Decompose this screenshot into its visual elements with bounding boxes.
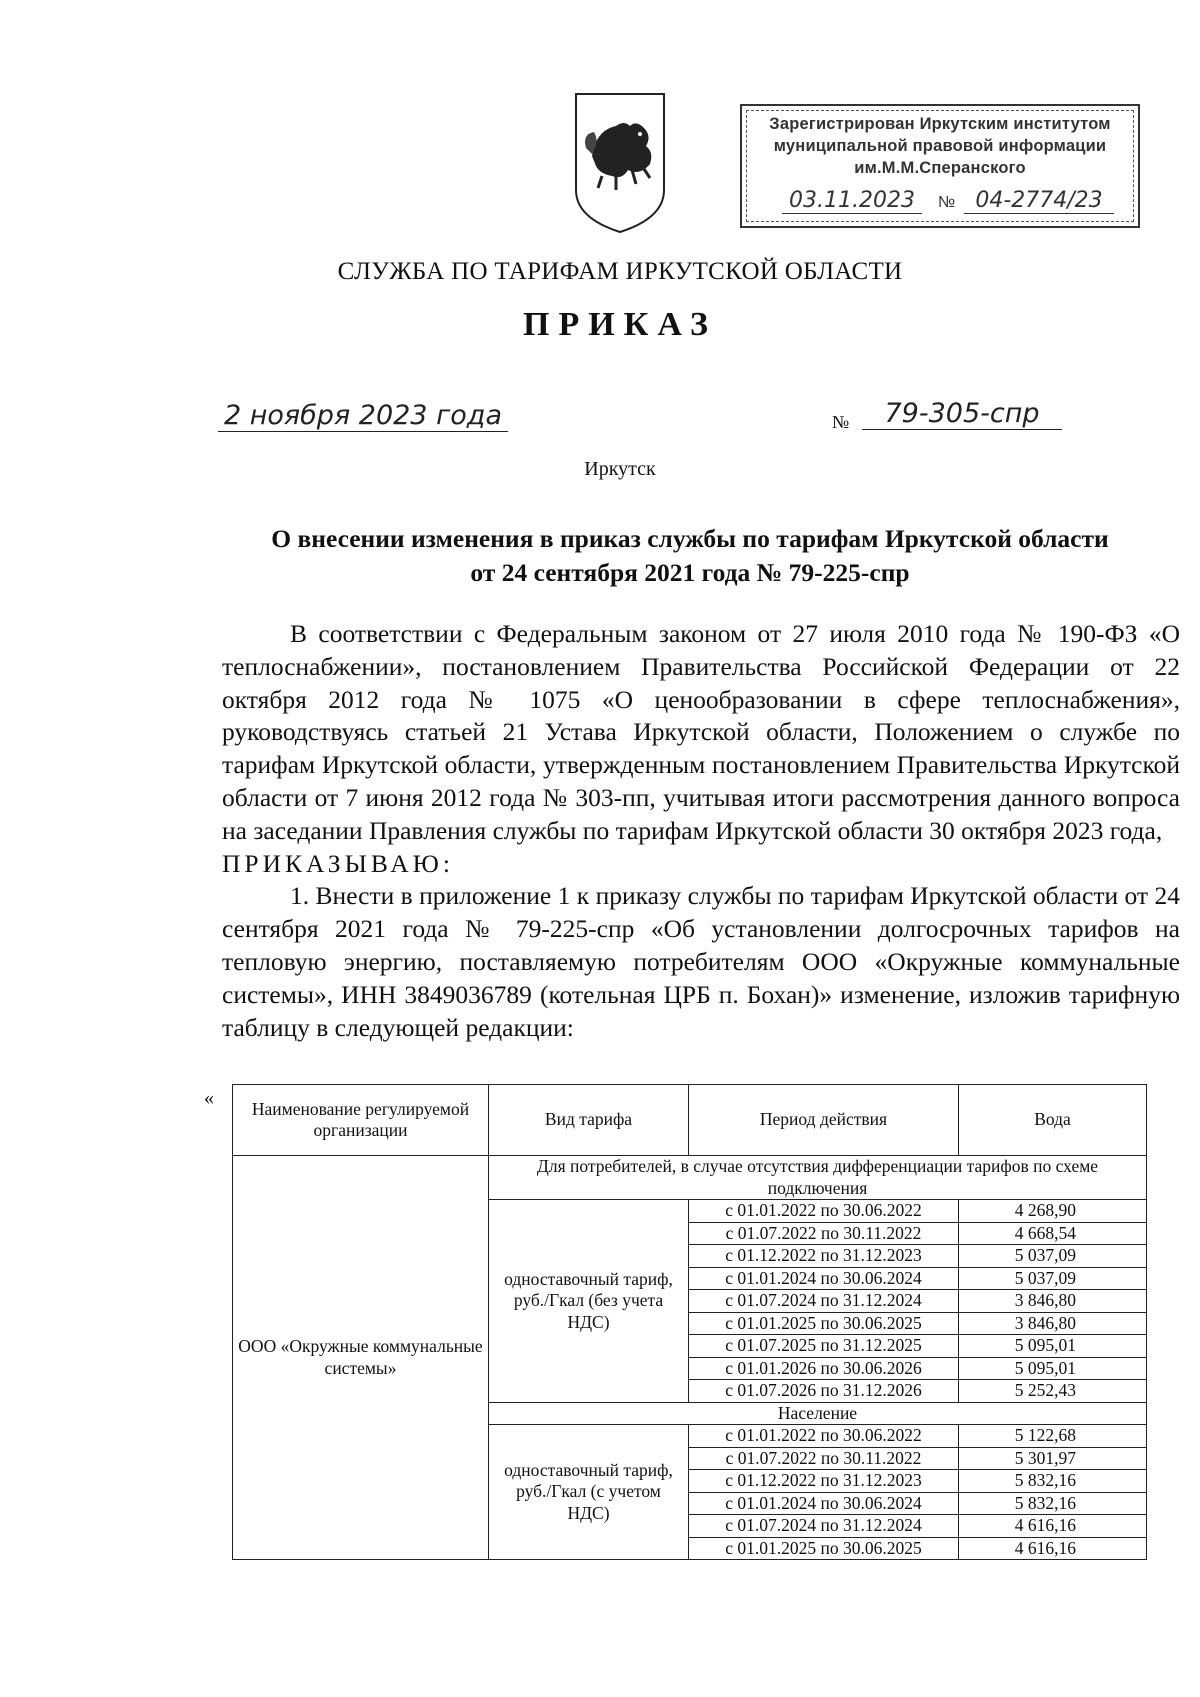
period-cell: с 01.07.2025 по 31.12.2025 bbox=[689, 1335, 959, 1358]
value-cell: 5 301,97 bbox=[959, 1447, 1147, 1470]
document-body bbox=[222, 618, 1180, 1044]
period-cell: с 01.12.2022 по 31.12.2023 bbox=[689, 1245, 959, 1268]
order-number-sign: № bbox=[832, 412, 850, 432]
stamp-line-3: им.М.М.Сперанского bbox=[854, 159, 1026, 177]
period-cell: с 01.07.2024 по 31.12.2024 bbox=[689, 1515, 959, 1538]
value-cell: 5 095,01 bbox=[959, 1335, 1147, 1358]
value-cell: 5 037,09 bbox=[959, 1267, 1147, 1290]
stamp-number-sign: № bbox=[938, 194, 956, 211]
table-row bbox=[233, 1156, 1147, 1200]
order-date-handwritten: 2 ноября 2023 года bbox=[218, 400, 508, 432]
header-tariff-type: Вид тарифа bbox=[489, 1085, 689, 1156]
order-word: ПРИКАЗЫВАЮ: bbox=[222, 848, 454, 878]
tariff-table bbox=[232, 1084, 1147, 1560]
heading-line-2: от 24 сентября 2021 года № 79-225-спр bbox=[470, 558, 910, 587]
value-cell: 5 832,16 bbox=[959, 1470, 1147, 1493]
period-cell: с 01.01.2022 по 30.06.2022 bbox=[689, 1425, 959, 1448]
period-cell: с 01.01.2024 по 30.06.2024 bbox=[689, 1492, 959, 1515]
value-cell: 4 616,16 bbox=[959, 1515, 1147, 1538]
value-cell: 5 095,01 bbox=[959, 1357, 1147, 1380]
group-1-title: Для потребителей, в случае отсутствия дифференциации тарифов по схеме подключения bbox=[489, 1156, 1147, 1200]
period-cell: с 01.07.2024 по 31.12.2024 bbox=[689, 1290, 959, 1313]
document-heading bbox=[200, 522, 1180, 590]
value-cell: 4 616,16 bbox=[959, 1537, 1147, 1560]
table-opening-quote: « bbox=[204, 1087, 214, 1109]
value-cell: 5 037,09 bbox=[959, 1245, 1147, 1268]
registration-stamp bbox=[740, 104, 1140, 228]
group-2-tariff-type: одноставочный тариф, руб./Гкал (с учетом НДС) bbox=[489, 1425, 689, 1560]
stamp-line-2: муниципальной правовой информации bbox=[773, 137, 1107, 155]
value-cell: 4 268,90 bbox=[959, 1200, 1147, 1223]
value-cell: 3 846,80 bbox=[959, 1290, 1147, 1313]
city-name: Иркутск bbox=[584, 458, 656, 480]
period-cell: с 01.01.2022 по 30.06.2022 bbox=[689, 1200, 959, 1223]
header-water: Вода bbox=[959, 1085, 1147, 1156]
item-1-paragraph: 1. Внести в приложение 1 к приказу службы по тарифам Иркутской области от 24 сентября 2021 года № 79-225-спр «Об установлении долгосрочных тарифов на тепловую энергию, поставляемую потребителям ООО «Окружные коммунальные системы», ИНН 3849036789 (котельная ЦРБ п. Бохан)» изменение, изложив тарифную таблицу в следующей редакции: bbox=[222, 881, 1180, 1042]
order-title: ПРИКАЗ bbox=[523, 306, 717, 343]
period-cell: с 01.07.2022 по 30.11.2022 bbox=[689, 1447, 959, 1470]
period-cell: с 01.01.2026 по 30.06.2026 bbox=[689, 1357, 959, 1380]
period-cell: с 01.01.2024 по 30.06.2024 bbox=[689, 1267, 959, 1290]
irkutsk-coat-of-arms-icon bbox=[572, 90, 668, 236]
stamp-registration-number: 04-2774/23 bbox=[964, 188, 1114, 214]
stamp-line-1: Зарегистрирован Иркутским институтом bbox=[769, 115, 1111, 133]
value-cell: 4 668,54 bbox=[959, 1222, 1147, 1245]
stamp-registration-date: 03.11.2023 bbox=[782, 188, 922, 214]
order-number-handwritten: 79-305-спр bbox=[862, 398, 1062, 430]
period-cell: с 01.07.2022 по 30.11.2022 bbox=[689, 1222, 959, 1245]
period-cell: с 01.07.2026 по 31.12.2026 bbox=[689, 1380, 959, 1403]
preamble-paragraph: В соответствии с Федеральным законом от 27 июля 2010 года № 190-ФЗ «О теплоснабжении», постановлением Правительства Российской Федерации от 22 октября 2012 года № 1075 «О ценообразовании в сфере теплоснабжения», руководствуясь статьей 21 Устава Иркутской области, Положением о службе по тарифам Иркутской области, утвержденным постановлением Правительства Иркутской области от 7 июня 2012 года № 303-пп, учитывая итоги рассмотрения данного вопроса на заседании Правления службы по тарифам Иркутской области 30 октября 2023 года, bbox=[222, 619, 1180, 845]
header-period: Период действия bbox=[689, 1085, 959, 1156]
agency-name: СЛУЖБА ПО ТАРИФАМ ИРКУТСКОЙ ОБЛАСТИ bbox=[337, 258, 903, 285]
period-cell: с 01.12.2022 по 31.12.2023 bbox=[689, 1470, 959, 1493]
period-cell: с 01.01.2025 по 30.06.2025 bbox=[689, 1537, 959, 1560]
group-1-tariff-type: одноставочный тариф, руб./Гкал (без учета НДС) bbox=[489, 1200, 689, 1403]
value-cell: 5 122,68 bbox=[959, 1425, 1147, 1448]
header-organization: Наименование регулируемой организации bbox=[233, 1085, 489, 1156]
value-cell: 3 846,80 bbox=[959, 1312, 1147, 1335]
period-cell: с 01.01.2025 по 30.06.2025 bbox=[689, 1312, 959, 1335]
value-cell: 5 252,43 bbox=[959, 1380, 1147, 1403]
value-cell: 5 832,16 bbox=[959, 1492, 1147, 1515]
group-2-title: Население bbox=[489, 1402, 1147, 1425]
table-header-row bbox=[233, 1085, 1147, 1156]
organization-cell: ООО «Окружные коммунальные системы» bbox=[233, 1156, 489, 1560]
heading-line-1: О внесении изменения в приказ службы по тарифам Иркутской области bbox=[271, 524, 1109, 553]
